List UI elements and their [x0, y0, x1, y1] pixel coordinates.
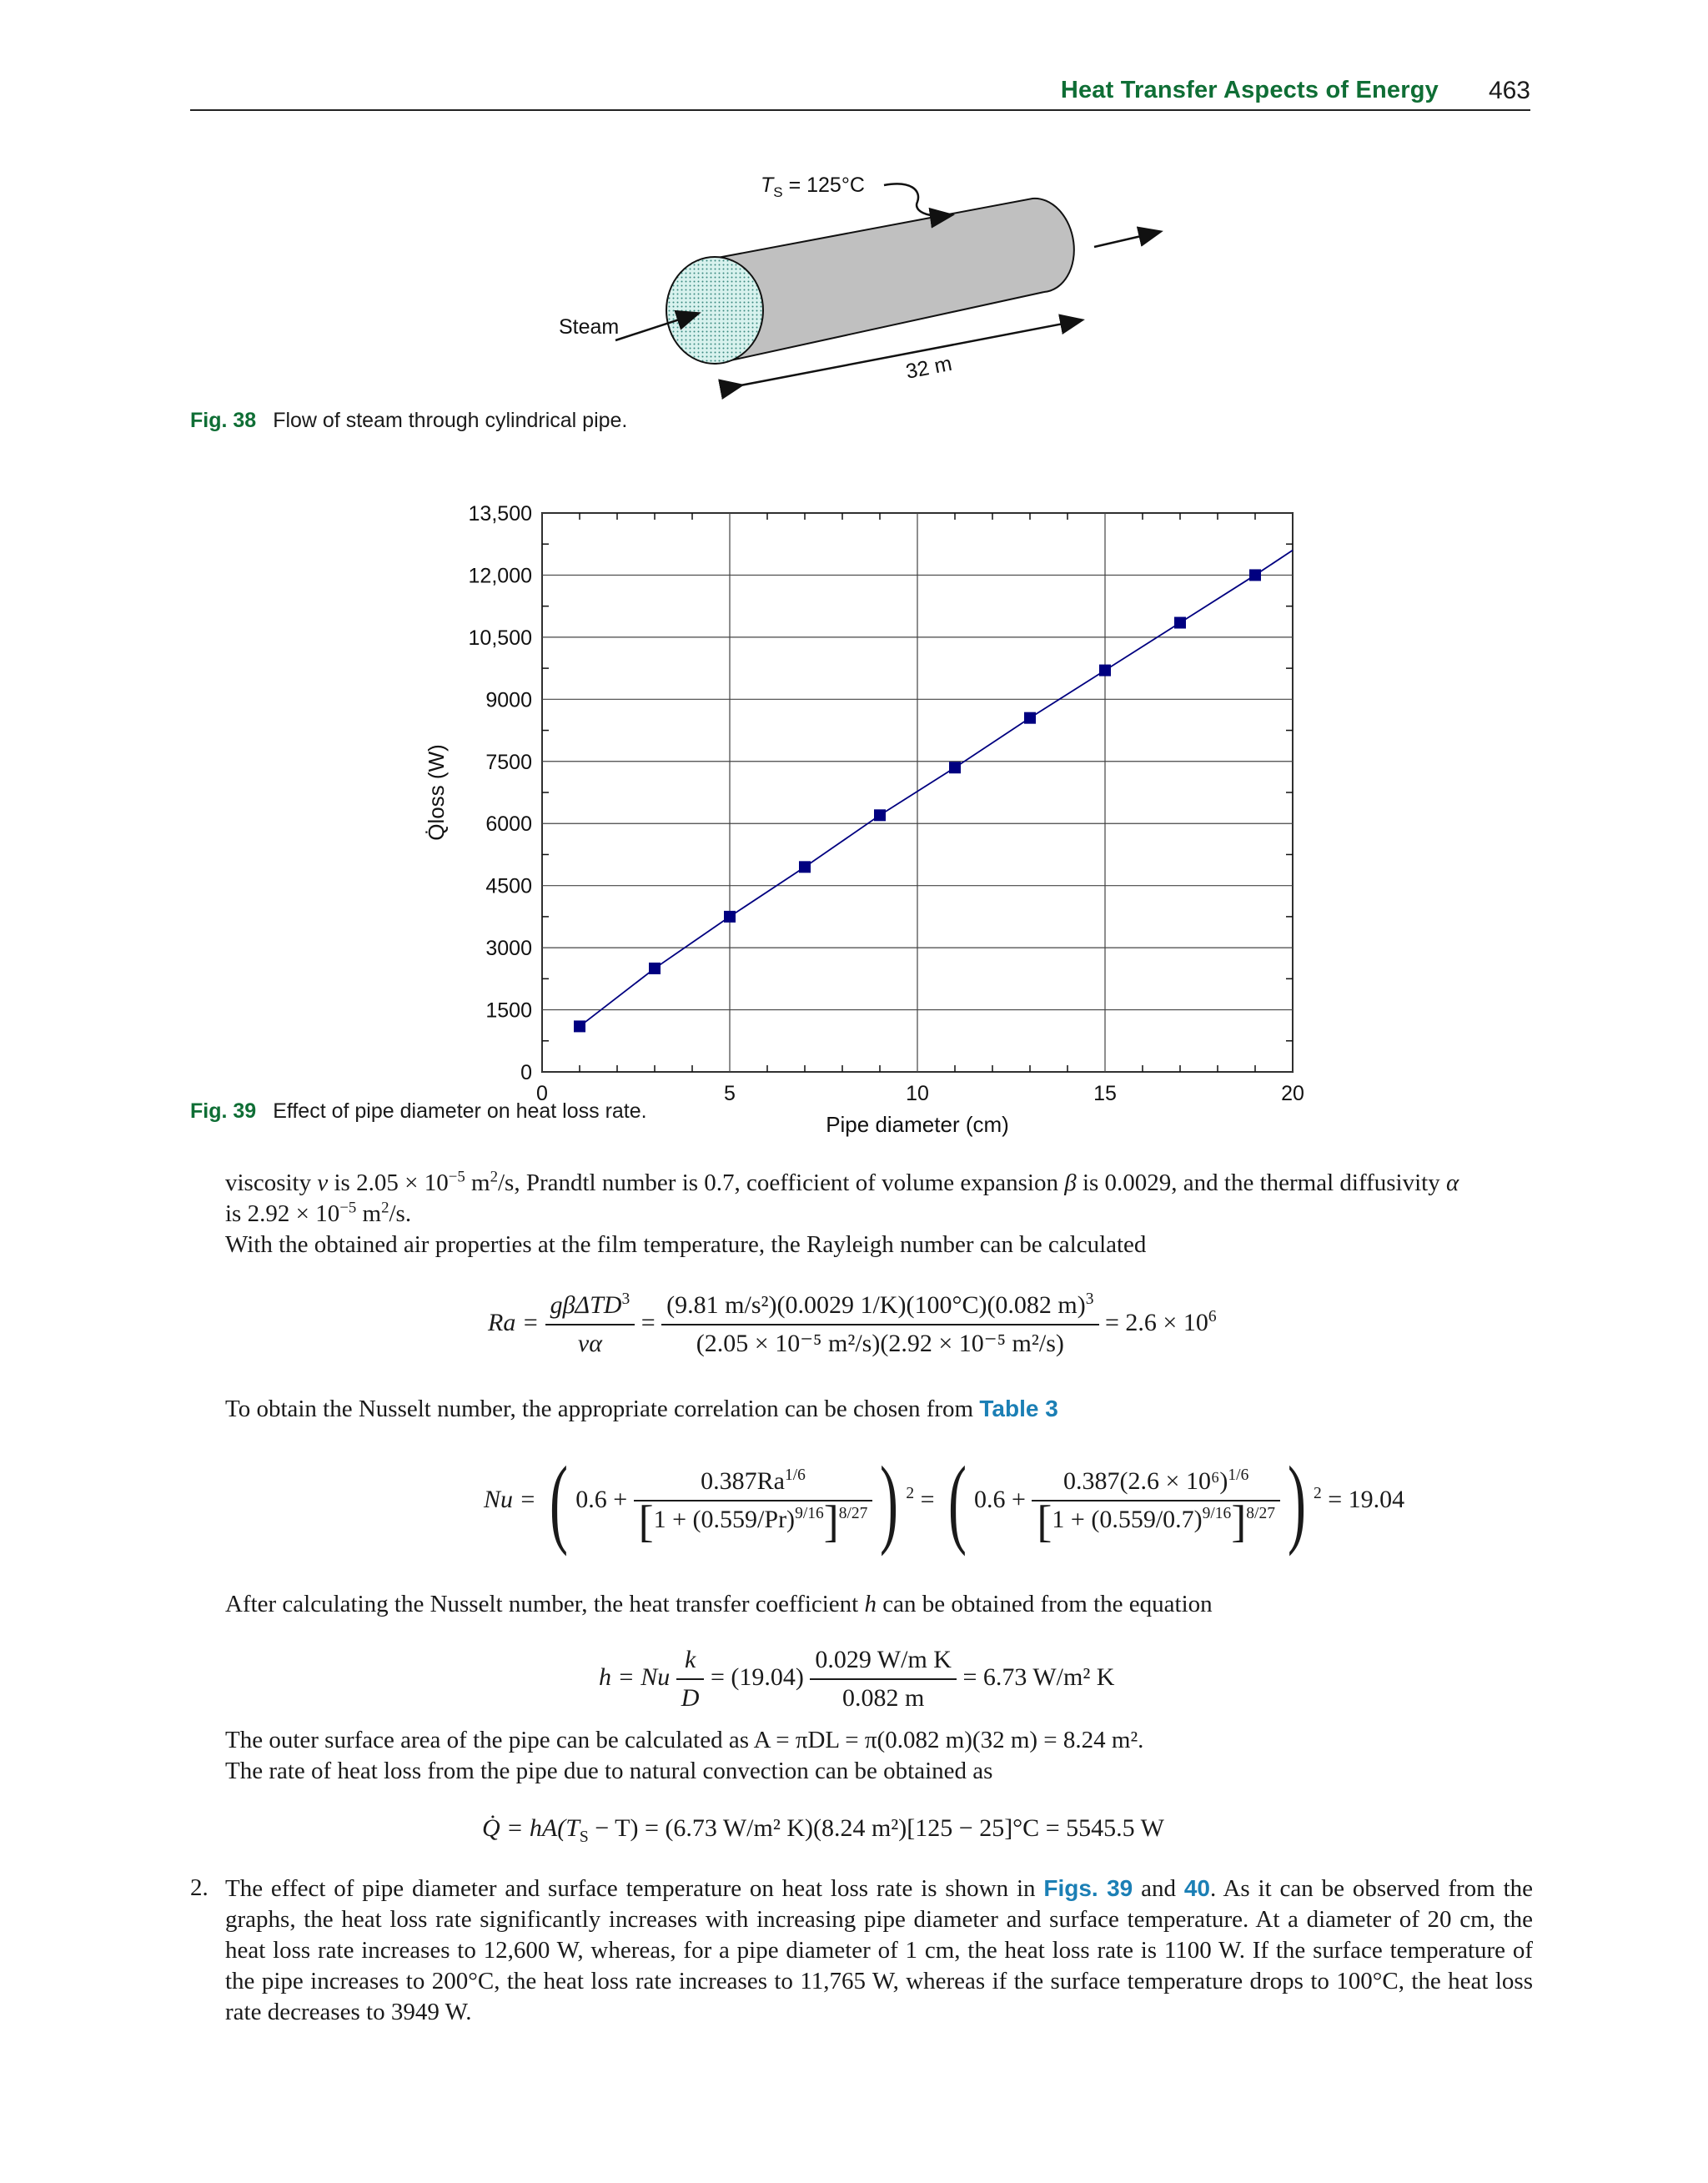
table3-link[interactable]: Table 3 [979, 1396, 1058, 1421]
fig40-link[interactable]: 40 [1183, 1875, 1210, 1901]
paragraph-rayleigh-intro: With the obtained air properties at the film temperature, the Rayleigh number can be calculated [225, 1231, 1147, 1258]
steam-label: Steam [559, 315, 620, 339]
fig39-caption [190, 1099, 647, 1124]
data-point-marker [874, 809, 886, 821]
running-header-title: Heat Transfer Aspects of Energy [1060, 77, 1439, 103]
length-label: 32 m [903, 351, 954, 384]
y-tick-label: 10,500 [468, 626, 532, 650]
outlet-arrow [1094, 232, 1159, 247]
equation-rayleigh: Ra = $\frac{g\beta\Delta TD^3}{\nu\alpha}$ = $\frac{(9.81 m/s^2)(0.0029 1/K)(100^\circ C)(0.082 m)^3}{\text{(2.05 × 10⁻⁵ m²/s)(2.92 × 10⁻⁵ m²/s)}}$ = $2.6 \times 10^6$ [488, 1290, 1217, 1357]
list-item-2-number: 2. [190, 1874, 208, 1901]
fig39-caption-text: Effect of pipe diameter on heat loss rate. [273, 1099, 647, 1123]
ts-pointer-arrow [884, 184, 951, 215]
y-tick-label: 3000 [485, 937, 532, 961]
fig39-caption-number: Fig. 39 [190, 1099, 257, 1123]
page-number: 463 [1488, 77, 1530, 104]
x-tick-label: 5 [724, 1082, 736, 1105]
equation-nusselt: Nu = ( 0.6 + $\frac{0.387Ra^{1/6}}{[1 + (0.559/Pr)^{9/16}]^{8/27}}$ ) $^2$ = ( 0.6 + $\frac{0.387(2.6 \times 10^6)^{1/6}}{[1 + (0.559/0.7)^{9/16}]^{8/27}}$ ) $^2$ = 19.04 [484, 1446, 1405, 1557]
pipe-inlet-face [666, 257, 763, 364]
data-point-marker [1174, 617, 1186, 629]
x-axis-label: Pipe diameter (cm) [826, 1112, 1009, 1137]
paragraph-surface-area: The outer surface area of the pipe can be calculated as A = πDL = π(0.082 m)(32 m) = 8.24 m². The rate of heat loss from the pipe due to natural convection can be obtained as [225, 1727, 1144, 1784]
data-point-marker [649, 963, 661, 974]
y-tick-label: 0 [520, 1061, 532, 1084]
data-point-marker [1249, 569, 1261, 581]
paragraph-heat-loss-intro: The rate of heat loss from the pipe due to natural convection can be obtained as [225, 1758, 993, 1784]
y-tick-label: 13,500 [468, 502, 532, 526]
header-rule [190, 109, 1530, 111]
chart-series [574, 551, 1293, 1033]
data-point-marker [1024, 712, 1036, 724]
list-item-2: The effect of pipe diameter and surface temperature on heat loss rate is shown in Figs. 39 and 40. As it can be observed from the graphs, the heat loss rate significantly increases with increasing pipe diameter and surface temperature. At a diameter of 20 cm, the heat loss rate increases to 12,600 W, whereas, for a pipe diameter of 1 cm, the heat loss rate is 1100 W. If the surface temperature of the pipe increases to 200°C, the heat loss rate increases to 11,765 W, whereas if the surface temperature drops to 100°C, the heat loss rate decreases to 3949 W. [225, 1875, 1534, 2025]
x-tick-label: 10 [906, 1082, 929, 1105]
data-point-marker [724, 911, 736, 923]
y-tick-label: 12,000 [468, 564, 532, 588]
chart-grid [542, 513, 1293, 1072]
y-tick-label: 4500 [485, 874, 532, 898]
fig38-caption [190, 409, 627, 433]
x-tick-label: 0 [536, 1082, 548, 1105]
data-point-marker [799, 861, 811, 873]
equation-h: h = Nu $\frac{k}{D}$ = (19.04) $\frac{\text{0.029 W/m K}}{0.082 m}$ = 6.73 W/m² K [599, 1643, 1114, 1715]
x-tick-label: 15 [1093, 1082, 1117, 1105]
fig38-caption-text: Flow of steam through cylindrical pipe. [273, 409, 628, 432]
data-point-marker [1099, 665, 1111, 677]
x-tick-label: 20 [1281, 1082, 1304, 1105]
paragraph-heat-transfer-coeff: After calculating the Nusselt number, the heat transfer coefficient h can be obtained from the equation [225, 1591, 1213, 1617]
y-tick-label: 7500 [485, 750, 532, 774]
pipe-body [713, 199, 1072, 364]
paragraph-air-properties: viscosity v is $2.05 \times 10^{-5}$ $m^2/s$, Prandtl number is 0.7, coefficient of volume expansion β is 0.0029, and the thermal diffusivity α is $2.92 \times 10^{-5}$ $m^2/s$. With the obtained air properties at the film temperature, the Rayleigh number can be calculated [225, 1168, 1459, 1258]
y-axis-label: Q̇loss (W) [424, 744, 449, 841]
paragraph-nusselt-intro: To obtain the Nusselt number, the appropriate correlation can be chosen from Table 3 [225, 1396, 1058, 1422]
y-tick-label: 6000 [485, 812, 532, 837]
data-point-marker [574, 1020, 585, 1032]
ts-label: $T_S = 125^\circ C$ [761, 174, 865, 200]
equation-heat-loss: Q̇ = $hA(T_S - T) = (6.73$ W/m² K)(8.24 m²)[125 − 25]°C = 5545.5 W [482, 1814, 1164, 1846]
figs39-link[interactable]: Figs. 39 [1043, 1875, 1133, 1901]
y-tick-label: 9000 [485, 688, 532, 712]
fig38-caption-number: Fig. 38 [190, 409, 257, 432]
fig38-pipe-diagram [534, 167, 1218, 400]
y-tick-label: 1500 [485, 998, 532, 1023]
data-point-marker [949, 762, 961, 773]
